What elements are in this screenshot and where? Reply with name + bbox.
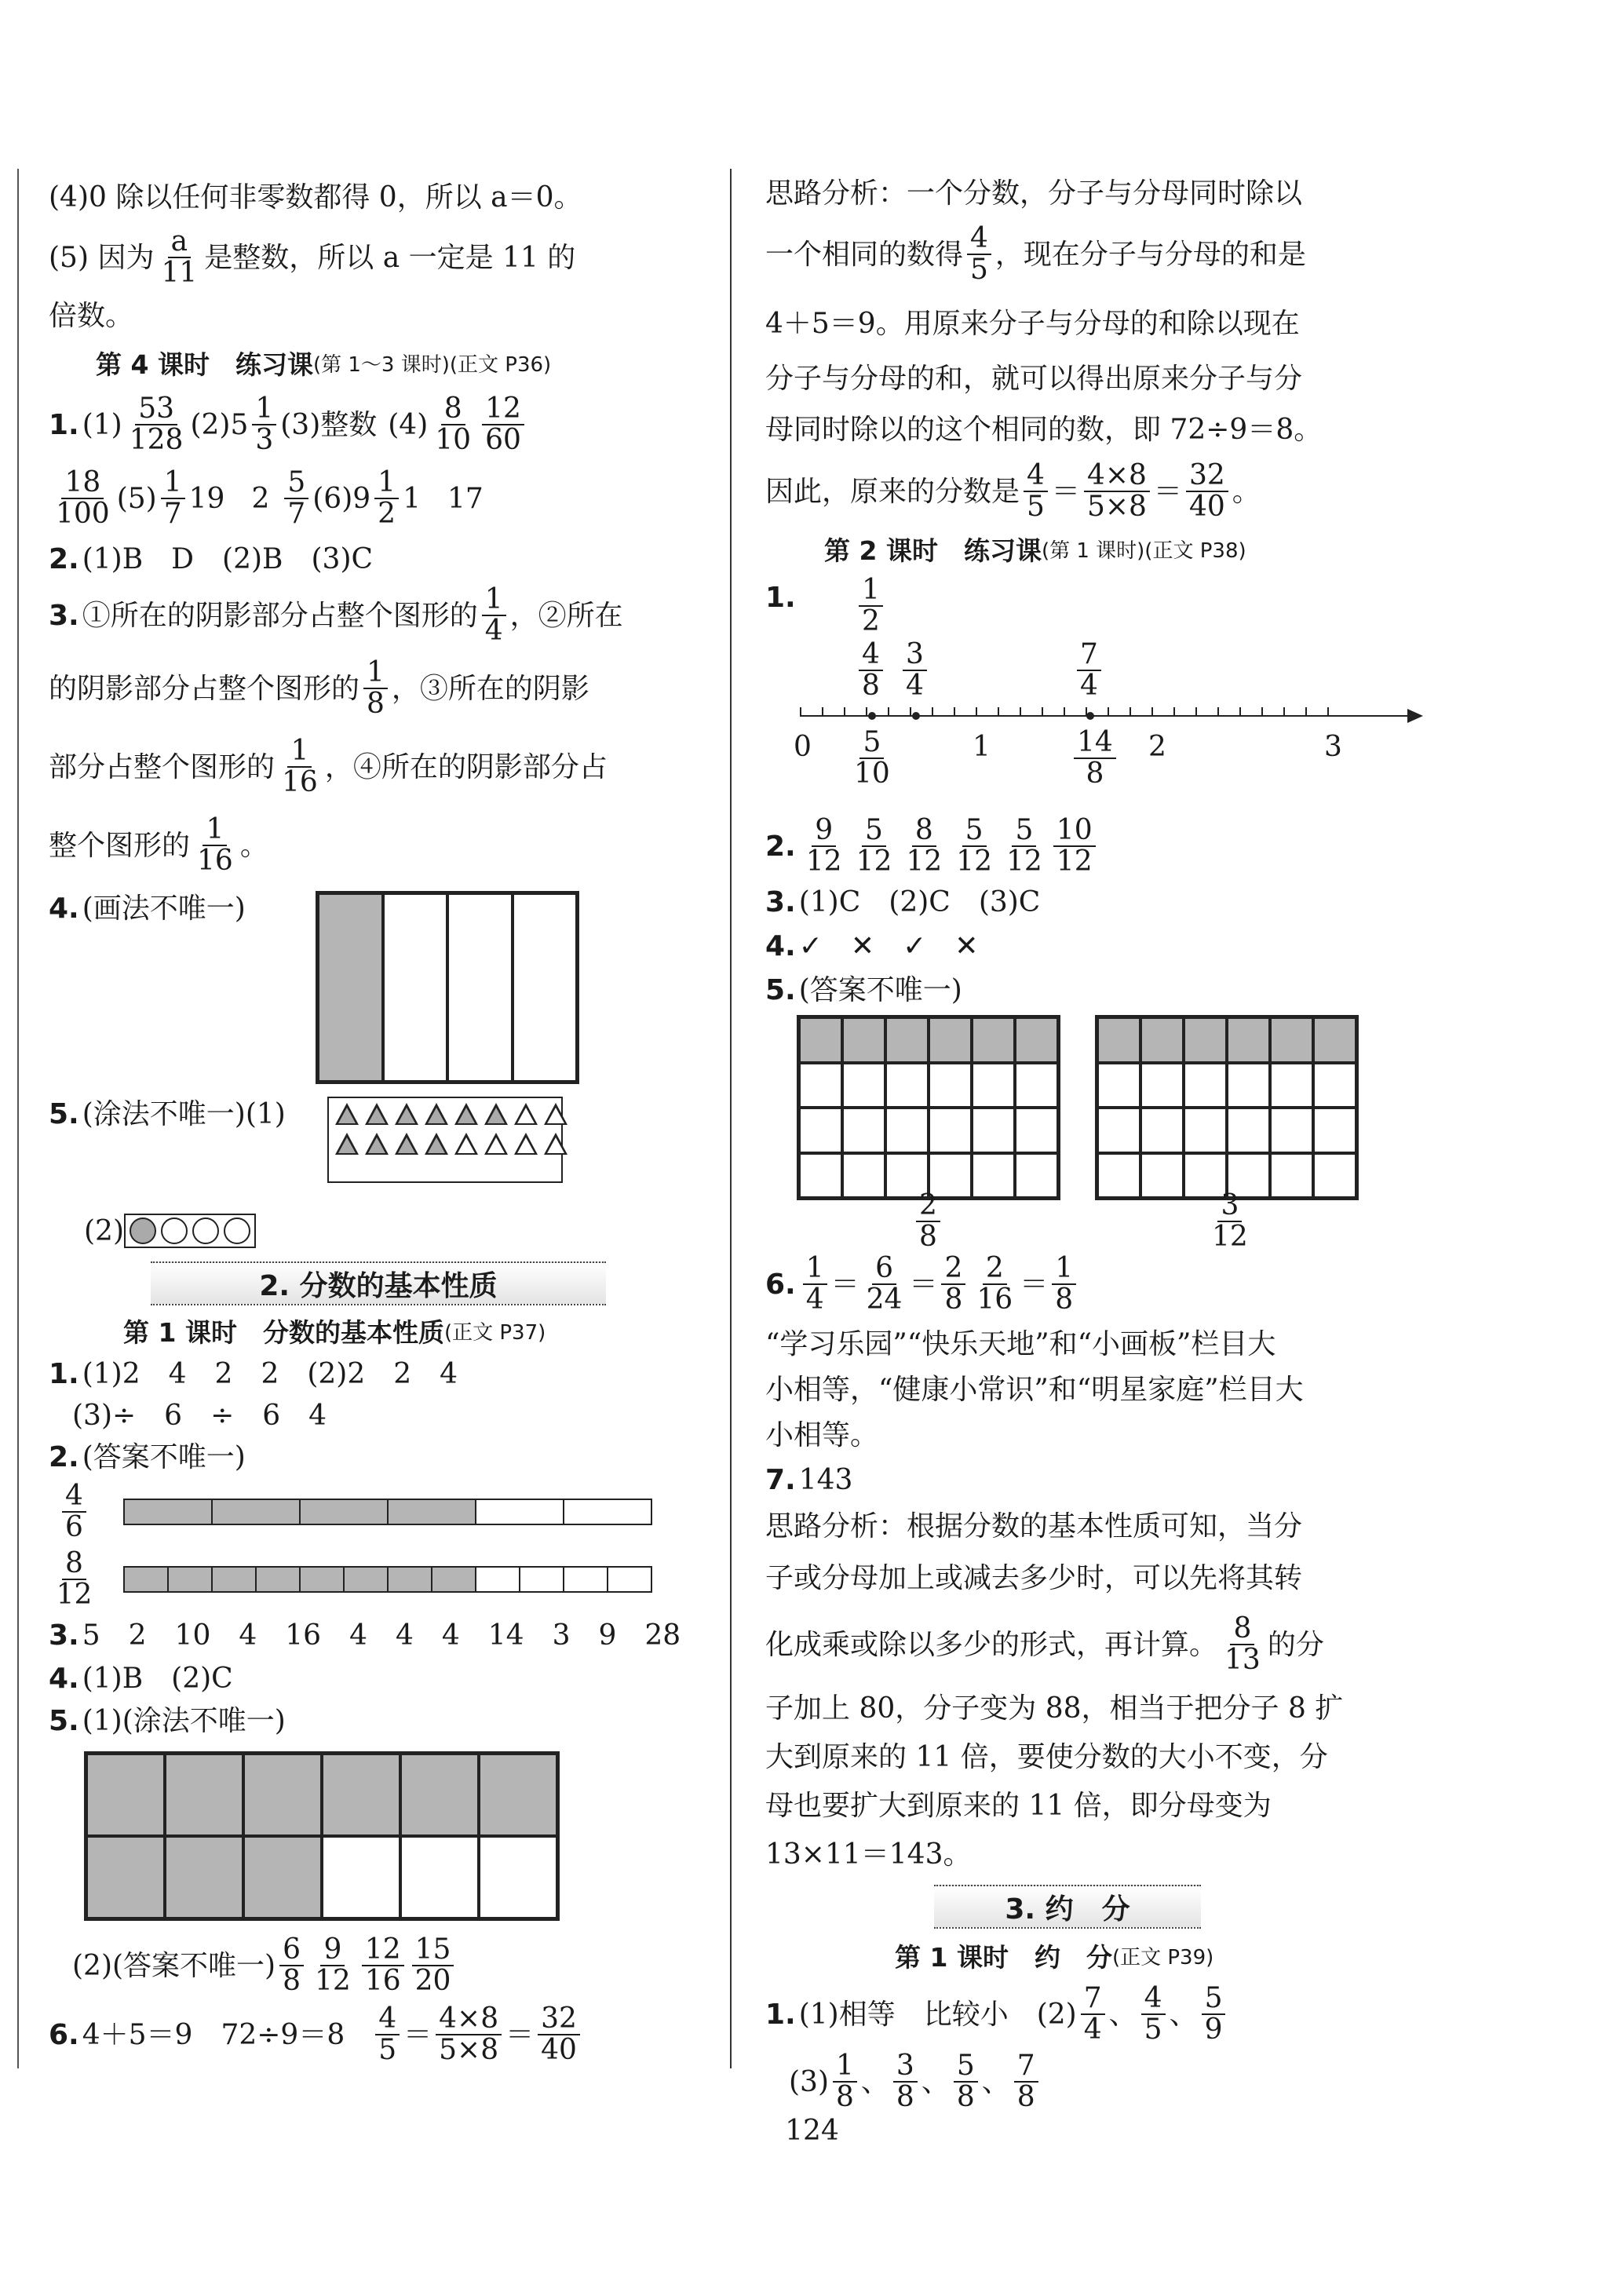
bar-row: $\frac{8}{12}$ bbox=[49, 1546, 716, 1613]
s2-question-1-cont: (3)÷ 6 ÷ 6 4 bbox=[72, 1399, 327, 1432]
tick-mark bbox=[800, 707, 801, 717]
question-5: 5. (答案不唯一) bbox=[765, 973, 962, 1006]
tick-mark bbox=[1327, 707, 1329, 717]
question-1-number-line: 1. 0 1 2 3 $\frac{1}{2}$ $\frac{4}{8}$ $\frac{3}{4}$ $\frac{7}{4}$ $\frac{5}{10}$ $\frac{14}{8}$ bbox=[765, 577, 1409, 812]
analysis-line: 子加上 80，分子变为 88，相当于把分子 8 扩 bbox=[765, 1692, 1344, 1725]
tick-mark bbox=[1283, 707, 1285, 715]
tick-mark bbox=[1020, 707, 1021, 715]
analysis-line: 母也要扩大到原来的 11 倍，即分母变为 bbox=[765, 1789, 1272, 1822]
s2-question-4: 4. (1)B (2)C bbox=[49, 1662, 233, 1695]
question-2: 2. (1)B D (2)B (3)C bbox=[49, 542, 374, 575]
left-margin-rule bbox=[17, 169, 19, 2068]
analysis-line: 大到原来的 11 倍，要使分数的大小不变，分 bbox=[765, 1740, 1328, 1773]
analysis-line: 13×11＝143。 bbox=[765, 1838, 972, 1871]
tick-mark bbox=[1239, 707, 1241, 715]
fraction-bar bbox=[123, 1566, 652, 1593]
question-3: 3. ①所在的阴影部分占整个图形的 $\frac{1}{4}$ ，②所在 bbox=[49, 583, 623, 647]
answer-line: (4)0 除以任何非零数都得 0，所以 a＝0。 bbox=[49, 181, 582, 214]
tick-mark bbox=[932, 707, 933, 715]
tick-mark bbox=[1195, 707, 1197, 715]
fraction: $\frac{a}{11}$ bbox=[161, 225, 198, 289]
number-line-axis bbox=[800, 715, 1412, 717]
s2-question-3: 3. 5 2 10 4 16 4 4 4 14 3 9 28 bbox=[49, 1619, 681, 1652]
arrow-icon bbox=[1407, 709, 1423, 723]
question-7: 7. 143 bbox=[765, 1463, 853, 1496]
section-title: 3. 约 分 bbox=[934, 1885, 1201, 1929]
tick-mark bbox=[976, 707, 977, 717]
tick-mark bbox=[1130, 707, 1131, 715]
analysis-line: 思路分析：根据分数的基本性质可知，当分 bbox=[765, 1510, 1303, 1542]
answer-line: “学习乐园”“快乐天地”和“小画板”栏目大 bbox=[765, 1327, 1276, 1360]
rectangle-diagram bbox=[316, 891, 579, 1084]
question-3-cont: 的阴影部分占整个图形的 $\frac{1}{8}$ ，③所在的阴影 bbox=[49, 656, 589, 720]
question-6: 6. $\frac{1}{4}$ ＝ $\frac{6}{24}$ ＝ $\frac{2}{8}$ $\frac{2}{16}$ ＝ $\frac{1}{8}$ bbox=[765, 1247, 1409, 1321]
lesson-title: 第 4 课时 练习课 (第 1～3 课时)(正文 P36) bbox=[96, 349, 552, 381]
analysis-line: 母同时除以的这个相同的数，即 72÷9＝8。 bbox=[765, 413, 1323, 446]
left-column bbox=[49, 169, 716, 2068]
analysis-line: 因此，原来的分数是 $\frac{4}{5}$ ＝ $\frac{4\times 8}{5\times 8}$ ＝ $\frac{32}{40}$ 。 bbox=[765, 459, 1261, 523]
question-1-cont: $\frac{18}{100}$ (5) $\frac{1}{7}$ 19 2 $\frac{5}{7}$ (6)9 $\frac{1}{2}$ 1 17 bbox=[56, 466, 484, 530]
tick-mark bbox=[822, 707, 823, 715]
analysis-line: 化成乘或除以多少的形式，再计算。 $\frac{8}{13}$ 的分 bbox=[765, 1612, 1324, 1676]
s2-q5-grid-wrap bbox=[49, 1742, 716, 1930]
question-3-cont: 部分占整个图形的 $\frac{1}{16}$ ，④所在的阴影部分占 bbox=[49, 735, 608, 798]
bar-row: $\frac{4}{6}$ bbox=[49, 1478, 716, 1546]
analysis-line: 分子与分母的和，就可以得出原来分子与分 bbox=[765, 362, 1303, 395]
question-3: 3. (1)C (2)C (3)C bbox=[765, 885, 1041, 918]
column-divider bbox=[730, 169, 732, 2068]
lesson-title: 第 2 课时 练习课 (第 1 课时)(正文 P38) bbox=[824, 535, 1246, 567]
axis-label: 2 bbox=[1148, 731, 1166, 763]
answer-line: 小相等，“健康小常识”和“明星家庭”栏目大 bbox=[765, 1373, 1304, 1406]
lesson-title: 第 1 课时 约 分 (正文 P39) bbox=[895, 1942, 1214, 1973]
question-4: 4. ✓ ✕ ✓ ✕ bbox=[765, 929, 979, 962]
axis-label: 1 bbox=[973, 731, 991, 763]
s3-question-1-cont: (3) $\frac{1}{8}$ 、 $\frac{3}{8}$ 、 $\frac{5}{8}$ 、 $\frac{7}{8}$ bbox=[765, 2048, 1409, 2116]
tick-mark bbox=[1261, 707, 1263, 715]
s2-question-6: 6. 4＋5＝9 72÷9＝8 $\frac{4}{5}$ ＝ $\frac{4\times 8}{5\times 8}$ ＝ $\frac{32}{40}$ bbox=[49, 2001, 716, 2068]
grid-diagram-left bbox=[797, 1015, 1060, 1200]
s2-question-5: 5. (1)(涂法不唯一) bbox=[49, 1704, 286, 1737]
fraction-bar bbox=[123, 1499, 652, 1525]
answer-line: 倍数。 bbox=[49, 299, 134, 332]
analysis-line: 一个相同的数得 $\frac{4}{5}$ ，现在分子与分母的和是 bbox=[765, 222, 1306, 286]
s2-question-2: 2. (答案不唯一) bbox=[49, 1440, 246, 1473]
analysis-line: 思路分析：一个分数，分子与分母同时除以 bbox=[765, 177, 1303, 210]
answer-line: (5) 因为 $\frac{a}{11}$ 是整数，所以 a 一定是 11 的 bbox=[49, 225, 576, 289]
tick-mark bbox=[998, 707, 999, 715]
s2-question-1: 1. (1)2 4 2 2 (2)2 2 4 bbox=[49, 1357, 458, 1390]
question-5-grids: $\frac{2}{8}$ $\frac{3}{12}$ bbox=[765, 1012, 1409, 1247]
tick-mark bbox=[910, 707, 911, 715]
tick-mark bbox=[1042, 707, 1043, 715]
tick-mark bbox=[1151, 707, 1153, 717]
grid-diagram bbox=[84, 1751, 560, 1921]
axis-label: 3 bbox=[1324, 731, 1342, 763]
tick-mark bbox=[1064, 707, 1065, 715]
axis-label: 0 bbox=[794, 731, 812, 763]
page-number: 124 bbox=[785, 2115, 839, 2147]
triangle-diagram bbox=[327, 1097, 563, 1183]
analysis-line: 4＋5＝9。用原来分子与分母的和除以现在 bbox=[765, 307, 1300, 340]
tick-mark bbox=[888, 707, 889, 715]
s2-question-5-part-2: (2)(答案不唯一) $\frac{6}{8}$ $\frac{9}{12}$ $\frac{12}{16}$ $\frac{15}{20}$ bbox=[49, 1930, 716, 2001]
question-5: 5. (涂法不唯一)(1) bbox=[49, 1097, 716, 1207]
answer-line: 小相等。 bbox=[765, 1418, 879, 1451]
question-1: 1. (1) $\frac{53}{128}$ (2)5 $\frac{1}{3}$ (3)整数 (4) $\frac{8}{10}$ $\frac{12}{60}$ bbox=[49, 389, 716, 461]
question-2: 2. $\frac{9}{12}$ $\frac{5}{12}$ $\frac{8}{12}$ $\frac{5}{12}$ $\frac{5}{12}$ $\frac{10}{12}$ bbox=[765, 812, 1409, 880]
tick-mark bbox=[866, 707, 867, 715]
tick-mark bbox=[954, 707, 955, 715]
question-3-cont: 整个图形的 $\frac{1}{16}$ 。 bbox=[49, 813, 268, 877]
s3-question-1: 1. (1)相等 比较小 (2) $\frac{7}{4}$ 、 $\frac{4}{5}$ 、 $\frac{5}{9}$ bbox=[765, 1981, 1409, 2048]
tick-mark bbox=[844, 707, 845, 715]
right-column bbox=[765, 169, 1409, 2116]
question-4: 4. (画法不唯一) bbox=[49, 885, 716, 1097]
tick-mark bbox=[1108, 707, 1109, 715]
tick-mark bbox=[1173, 707, 1175, 715]
question-5-part-2: (2) bbox=[49, 1207, 716, 1255]
analysis-line: 子或分母加上或减去多少时，可以先将其转 bbox=[765, 1561, 1303, 1594]
tick-mark bbox=[1217, 707, 1219, 715]
section-title: 2. 分数的基本性质 bbox=[151, 1261, 606, 1305]
tick-mark bbox=[1305, 707, 1307, 715]
grid-diagram-right bbox=[1095, 1015, 1359, 1200]
circle-diagram bbox=[124, 1214, 256, 1248]
lesson-title: 第 1 课时 分数的基本性质 (正文 P37) bbox=[123, 1317, 546, 1349]
